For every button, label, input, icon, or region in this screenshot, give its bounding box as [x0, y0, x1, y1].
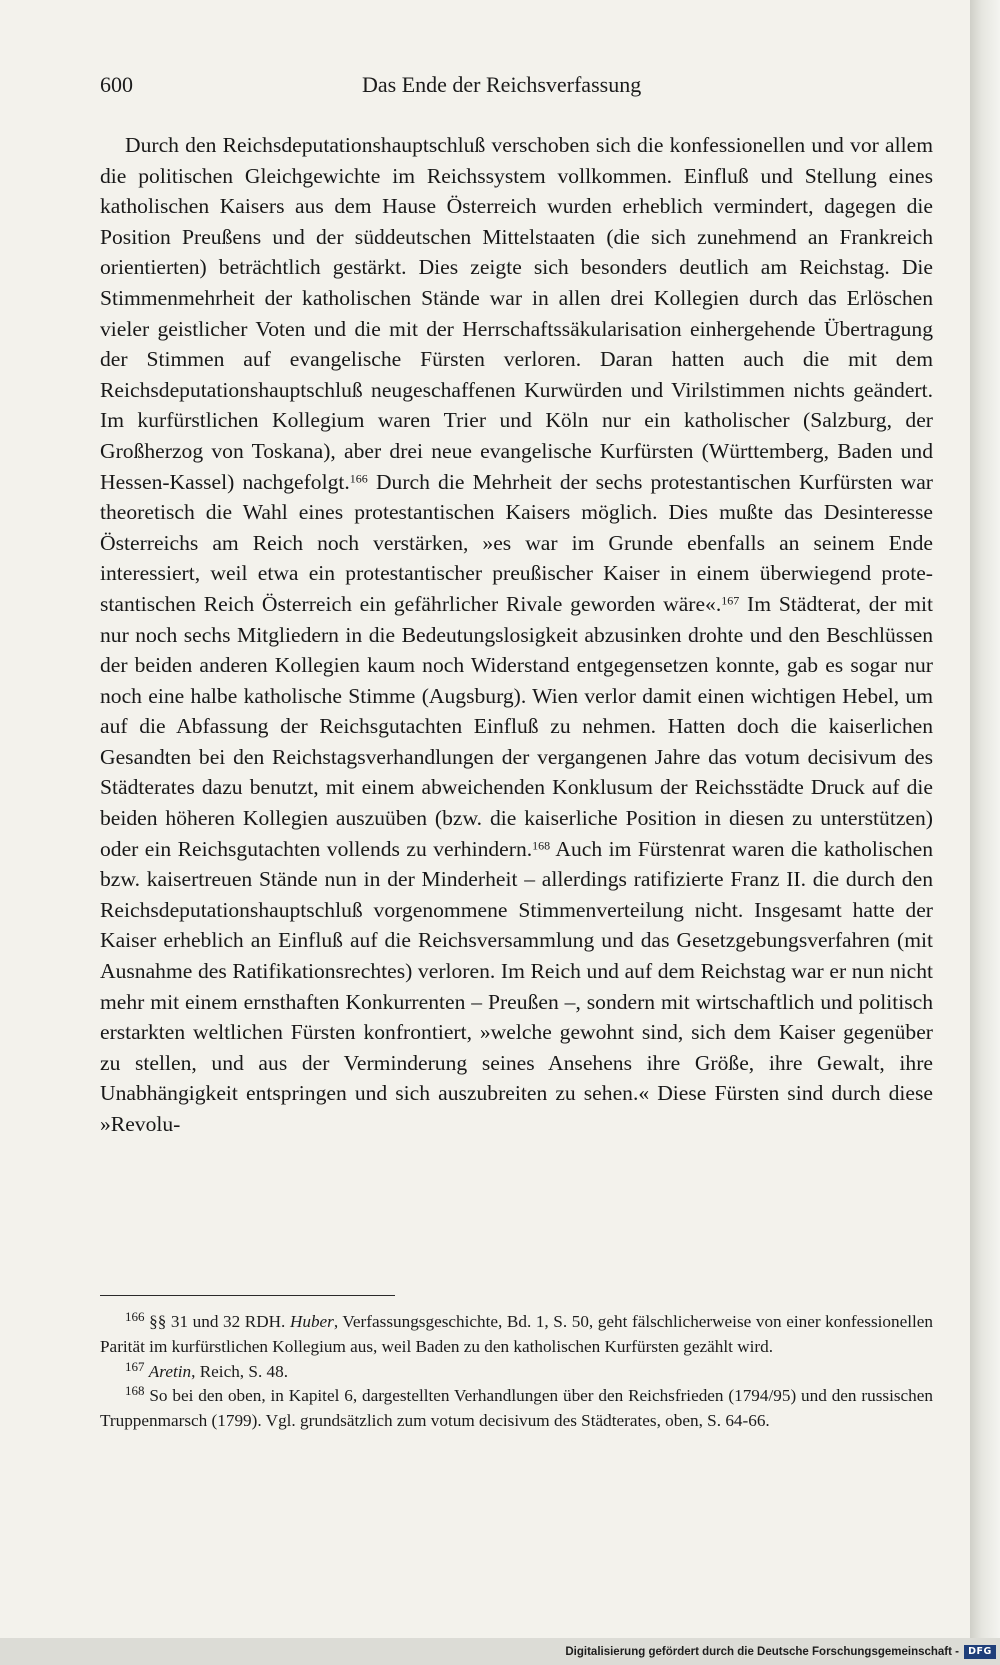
footnote-divider — [100, 1295, 395, 1296]
footnote-reference: 166 — [349, 470, 368, 485]
text-segment: Im Städterat, der mit nur noch sechs Mitgliedern in die Bedeutungslosigkeit abzusinken drohte und den Beschlüssen der beiden anderen Kollegien kaum noch Widerstand entgegensetzen konnte, gab es sogar nur noch eine halbe katholische Stimme (Augsburg). Wien verlor damit einen wichtigen Hebel, um auf die Abfassung der Reichsgutachten Einfluß zu nehmen. Hatten doch die kaiserlichen Gesandten bei den Reichstagsverhandlungen der vergangenen Jahre das votum decisivum des Städterates dazu benutzt, mit einem abweichenden Konklusum der Reichsstädte Druck auf die beiden höheren Kollegien auszuüben (bzw. die kaiserliche Position in diesen zu unterstützen) oder ein Reichsgutachten vollends zu verhindern. — [100, 591, 933, 861]
running-title: Das Ende der Reichsverfassung — [362, 72, 642, 97]
footnote — [100, 1360, 933, 1385]
page-number: 600 — [100, 72, 133, 97]
footnote-text: , Reich, S. 48. — [191, 1361, 289, 1381]
footnote — [100, 1310, 933, 1360]
footnote-reference: 168 — [532, 838, 551, 853]
body-paragraph — [100, 130, 933, 1140]
digitization-credit — [565, 1643, 996, 1661]
footnote-prefix: §§ 31 und 32 RDH. — [149, 1312, 290, 1331]
footnote-text: , Verfassungsgeschichte, Bd. 1, S. 50, geht fälschlicherweise von einer konfessionellen Parität im kurfürstlichen Kollegium aus, weil Baden zu den katholischen Kurfürsten gezählt wird. — [100, 1312, 934, 1356]
footnote-author: Huber — [289, 1312, 334, 1331]
credit-text: Digitalisierung gefördert durch die Deutsche Forschungsgemeinschaft - — [565, 1646, 959, 1658]
footnote-number: 167 — [125, 1358, 145, 1374]
footnote-text: So bei den oben, in Kapitel 6, dargestellten Verhandlungen über den Reichsfrieden (1794/95) und den russischen Truppenmarsch (1799). Vgl. grundsätzlich zum votum decisivum des Städterates, oben, S. 64-66. — [100, 1386, 933, 1431]
text-segment: Durch die Mehrheit der sechs protestantischen Kurfürsten war theoretisch die Wahl eines protestantischen Kaisers möglich. Dies mußte das Desinteresse Österreichs am Reich noch verstärken, »es war im Grunde ebenfalls an seinem Ende interessiert, weil etwa ein protestantischer preußischer Kaiser in einem überwiegend protestantischen Reich Österreich ein gefährlicher Rivale geworden wäre«. — [100, 469, 934, 616]
footnote — [100, 1384, 933, 1434]
page-edge — [970, 0, 1000, 1638]
footnote-author: Aretin — [148, 1361, 192, 1381]
text-segment: Auch im Fürstenrat waren die katholischen bzw. kaisertreuen Stände nun in der Minderheit – allerdings ratifizierte Franz II. die durch den Reichsdeputationshauptschluß vorgenommene Stimmenverteilung nicht. Insgesamt hatte der Kaiser erheblich an Einfluß auf die Reichsversammlung und das Gesetzgebungsverfahren (mit Ausnahme des Ratifikationsrechtes) verloren. Im Reich und auf dem Reichstag war er nun nicht mehr mit einem ernsthaften Konkurrenten – Preußen –, sondern mit wirtschaftlich und politisch erstarkten weltlichen Fürsten konfrontiert, »welche gewohnt sind, sich dem Kaiser gegenüber zu stellen, und aus der Verminderung seines Ansehens ihre Größe, ihre Gewalt, ihre Unabhängigkeit entspringen und sich auszubreiten zu sehen.« Diese Fürsten sind durch diese »Revolu- — [100, 836, 933, 1136]
footnote-reference: 167 — [721, 593, 740, 608]
footnote-number: 168 — [125, 1383, 145, 1399]
footnotes — [100, 1310, 933, 1434]
main-text — [100, 130, 933, 1140]
running-header — [100, 72, 660, 106]
footnote-number: 166 — [125, 1309, 145, 1325]
dfg-logo: DFG — [964, 1645, 996, 1659]
text-segment: Durch den Reichsdeputationshauptschluß verschoben sich die konfessionellen und vor allem die politischen Gleichgewichte im Reichssystem vollkommen. Einfluß und Stellung eines katholischen Kaisers aus dem Hause Österreich wurden erheblich vermindert, dagegen die Position Preußens und der süddeutschen Mittelstaaten (die sich zunehmend an Frankreich orientierten) beträchtlich gestärkt. Dies zeigte sich besonders deutlich am Reichstag. Die Stimmenmehrheit der katholischen Stände war in allen drei Kollegien durch das Erlöschen vieler geistlicher Voten und die mit der Herrschaftssäkularisation einhergehende Übertragung der Stimmen auf evangelische Fürsten verloren. Daran hatten auch die mit dem Reichsdeputationshauptschluß neugeschaffenen Kurwürden und Virilstimmen nichts geändert. Im kurfürstlichen Kollegium waren Trier und Köln nur ein katholischer (Salzburg, der Großherzog von Toskana), aber drei neue evangelische Kurfürsten (Württemberg, Baden und Hessen-Kassel) nachgefolgt. — [100, 133, 933, 494]
